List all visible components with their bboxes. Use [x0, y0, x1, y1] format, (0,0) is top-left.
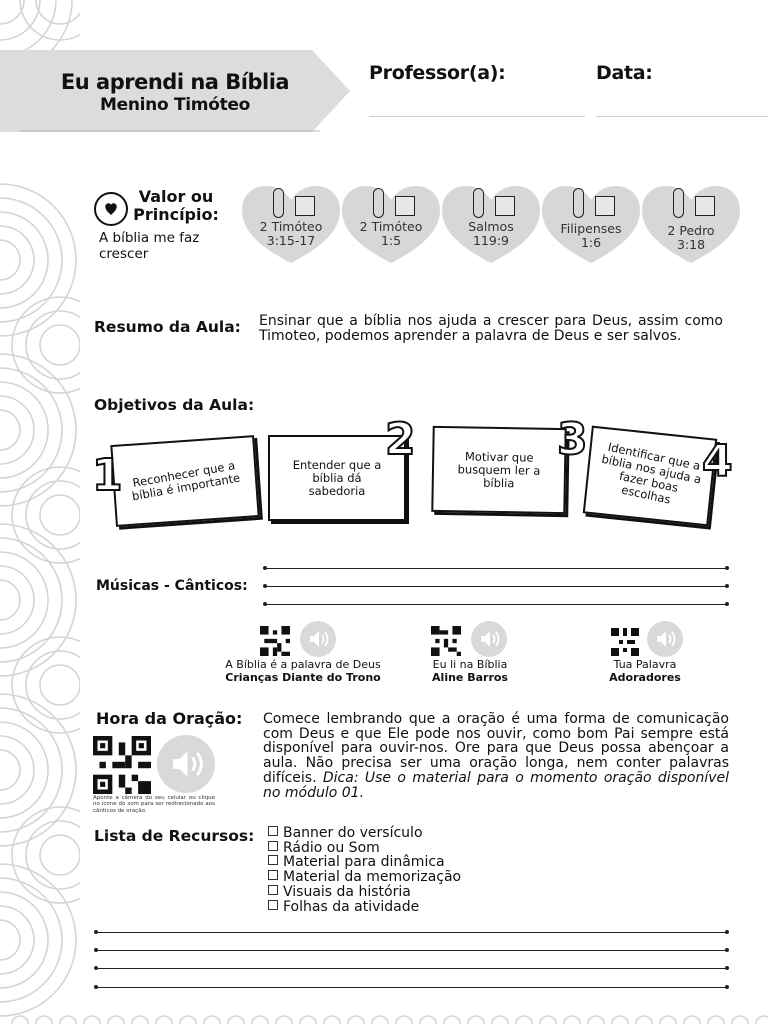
verse-heart: [542, 186, 640, 264]
song-artist: Crianças Diante do Trono: [225, 671, 381, 684]
verse-checkbox[interactable]: [495, 196, 515, 216]
checkbox[interactable]: [268, 870, 278, 880]
heart-icon: [96, 194, 126, 224]
song-item: [405, 658, 535, 684]
oracao-tip: Dica: Use o material para o momento oração disponível no módulo 01.: [263, 769, 729, 801]
notes-line[interactable]: [96, 968, 727, 969]
notes-line[interactable]: [96, 987, 727, 988]
verse-reference: 2 Pedro 3:18: [667, 223, 715, 252]
musicas-label: Músicas - Cânticos:: [96, 578, 248, 594]
objective-number: 1: [92, 450, 123, 501]
valor-title-line2: Princípio:: [133, 205, 219, 224]
objective-card: [110, 435, 259, 527]
song-item: [216, 658, 390, 684]
objective-text: Reconhecer que a bíblia é importante: [130, 458, 242, 504]
verse-hearts: [242, 186, 742, 266]
paperclip-icon: [373, 188, 384, 218]
verse-checkbox[interactable]: [295, 196, 315, 216]
verse-checkbox[interactable]: [695, 196, 715, 216]
qr-code-icon[interactable]: [260, 626, 290, 656]
qr-code-icon[interactable]: [431, 626, 461, 656]
resumo-text: Ensinar que a bíblia nos ajuda a crescer para Deus, assim como Timoteo, podemos aprender a palavra de Deus e ser salvos.: [259, 313, 723, 344]
date-field[interactable]: [596, 116, 768, 117]
qr-code-icon[interactable]: [93, 736, 151, 794]
verse-heart: [342, 186, 440, 264]
objective-text: Entender que a bíblia dá sabedoria: [292, 457, 382, 498]
list-item[interactable]: Rádio ou Som: [268, 841, 461, 856]
checkbox[interactable]: [268, 855, 278, 865]
teacher-label: Professor(a):: [369, 62, 506, 84]
list-item[interactable]: Banner do versículo: [268, 826, 461, 841]
objetivos-label: Objetivos da Aula:: [94, 396, 255, 414]
page-title: Eu aprendi na Bíblia: [60, 70, 290, 94]
paperclip-icon: [573, 188, 584, 218]
recursos-list: [268, 826, 461, 914]
objective-card: [431, 426, 566, 514]
objective-number: 3: [557, 414, 588, 465]
verse-checkbox[interactable]: [395, 196, 415, 216]
list-item[interactable]: Visuais da história: [268, 885, 461, 900]
speaker-button[interactable]: [157, 735, 215, 793]
valor-title: [130, 188, 222, 224]
speaker-icon: [300, 621, 336, 657]
song-item: [585, 658, 705, 684]
list-item[interactable]: Material para dinâmica: [268, 855, 461, 870]
verse-reference: 2 Timóteo 1:5: [359, 219, 423, 248]
verse-reference: Salmos 119:9: [468, 219, 514, 248]
teacher-field[interactable]: [369, 116, 585, 117]
oracao-body: Comece lembrando que a oração é uma forma de comunicação com Deus e que Ele pode nos ouvir, como bom Pai sempre está disponível para ouvir-nos. Ore para que Deus possa abençoar a aula. Não precisa ser uma oração longa, nem conter palavras difíceis.: [263, 711, 729, 786]
verse-heart: [242, 186, 340, 264]
objective-text: Motivar que busquem ler a bíblia: [457, 448, 541, 490]
valor-text: A bíblia me faz crescer: [99, 230, 200, 262]
checkbox[interactable]: [268, 826, 278, 836]
verse-heart: [642, 186, 740, 264]
verse-reference: Filipenses 1:6: [560, 221, 622, 250]
paperclip-icon: [273, 188, 284, 218]
notes-line[interactable]: [96, 932, 727, 933]
speaker-icon: [157, 735, 215, 793]
speaker-button[interactable]: [647, 621, 683, 657]
resumo-label: Resumo da Aula:: [94, 318, 241, 336]
qr-code-icon[interactable]: [611, 628, 639, 656]
list-item[interactable]: Folhas da atividade: [268, 900, 461, 915]
speaker-button[interactable]: [300, 621, 336, 657]
song-artist: Adoradores: [609, 671, 681, 684]
page-subtitle: Menino Timóteo: [99, 95, 251, 115]
song-line[interactable]: [265, 586, 727, 587]
speaker-icon: [647, 621, 683, 657]
paperclip-icon: [673, 188, 684, 218]
song-artist: Aline Barros: [432, 671, 508, 684]
song-title: Tua Palavra: [613, 658, 677, 671]
list-item[interactable]: Material da memorização: [268, 870, 461, 885]
speaker-icon: [471, 621, 507, 657]
objective-text: Identificar que a bíblia nos ajuda a fazer boas escolhas: [600, 439, 703, 507]
valor-title-line1: Valor ou: [138, 187, 214, 206]
song-title: A Bíblia é a palavra de Deus: [225, 658, 381, 671]
paperclip-icon: [473, 188, 484, 218]
checkbox[interactable]: [268, 900, 278, 910]
objective-number: 2: [385, 414, 416, 465]
verse-heart: [442, 186, 540, 264]
speaker-button[interactable]: [471, 621, 507, 657]
qr-instructions: Aponte a câmera do seu celular ou clique no ícone do som para ser redirecionado aos cânticos de oração.: [93, 795, 215, 814]
objective-card: [583, 426, 718, 527]
verse-reference: 2 Timóteo 3:15-17: [259, 219, 323, 248]
heart-badge: [94, 192, 128, 226]
notes-line[interactable]: [96, 950, 727, 951]
oracao-label: Hora da Oração:: [96, 709, 243, 728]
song-line[interactable]: [265, 568, 727, 569]
objective-number: 4: [702, 436, 733, 487]
recursos-label: Lista de Recursos:: [94, 827, 255, 845]
song-title: Eu li na Bíblia: [432, 658, 508, 671]
checkbox[interactable]: [268, 841, 278, 851]
checkbox[interactable]: [268, 885, 278, 895]
date-label: Data:: [596, 62, 653, 84]
song-line[interactable]: [265, 604, 727, 605]
oracao-text: [263, 712, 729, 800]
verse-checkbox[interactable]: [595, 196, 615, 216]
